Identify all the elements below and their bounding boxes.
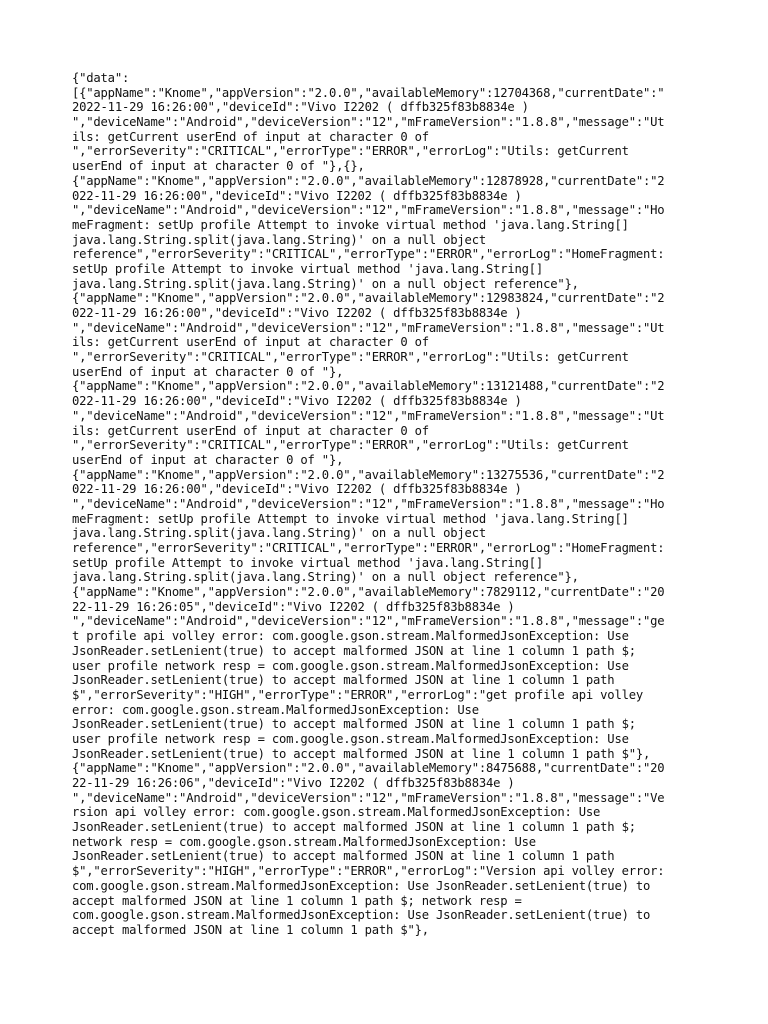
log-line: 22-11-29 16:26:06","deviceId":"Vivo I2202 ( dffb325f83b8834e )	[72, 776, 515, 790]
log-line: ils: getCurrent userEnd of input at character 0 of	[72, 423, 429, 438]
log-line: java.lang.String.split(java.lang.String)' on a null object reference"},	[72, 276, 579, 291]
log-line: ","deviceName":"Android","deviceVersion":"12","mFrameVersion":"1.8.8","message":"Ve	[72, 790, 665, 805]
log-line: ","deviceName":"Android","deviceVersion":"12","mFrameVersion":"1.8.8","message":"Ut	[72, 408, 665, 423]
log-line: java.lang.String.split(java.lang.String)' on a null object	[72, 232, 486, 247]
log-line: ","deviceName":"Android","deviceVersion":"12","mFrameVersion":"1.8.8","message":"Ho	[72, 496, 665, 511]
log-line: ","errorSeverity":"CRITICAL","errorType":"ERROR","errorLog":"Utils: getCurrent	[72, 350, 629, 365]
log-line: java.lang.String.split(java.lang.String)' on a null object	[72, 526, 486, 541]
log-line: {"appName":"Knome","appVersion":"2.0.0","availableMemory":8475688,"currentDate":"20	[72, 761, 665, 776]
log-line: {"appName":"Knome","appVersion":"2.0.0","availableMemory":13121488,"currentDate":"2	[72, 379, 665, 394]
log-line: $","errorSeverity":"HIGH","errorType":"ERROR","errorLog":"Version api volley error:	[72, 864, 665, 879]
log-line: ","errorSeverity":"CRITICAL","errorType":"ERROR","errorLog":"Utils: getCurrent	[72, 438, 629, 453]
log-line: accept malformed JSON at line 1 column 1 path $"},	[72, 922, 429, 937]
log-line: JsonReader.setLenient(true) to accept malformed JSON at line 1 column 1 path $;	[72, 717, 636, 732]
log-line: error: com.google.gson.stream.MalformedJsonException: Use	[72, 702, 479, 717]
log-line: ils: getCurrent userEnd of input at character 0 of	[72, 335, 429, 350]
log-line: {"appName":"Knome","appVersion":"2.0.0","availableMemory":12983824,"currentDate":"2	[72, 291, 665, 306]
log-line: {"appName":"Knome","appVersion":"2.0.0","availableMemory":7829112,"currentDate":"20	[72, 585, 665, 600]
log-line: meFragment: setUp profile Attempt to invoke virtual method 'java.lang.String[]	[72, 217, 629, 232]
log-line: java.lang.String.split(java.lang.String)' on a null object reference"},	[72, 570, 579, 585]
log-line: setUp profile Attempt to invoke virtual method 'java.lang.String[]	[72, 261, 544, 276]
log-line: ils: getCurrent userEnd of input at character 0 of	[72, 129, 429, 144]
log-line: ","deviceName":"Android","deviceVersion":"12","mFrameVersion":"1.8.8","message":"ge	[72, 614, 665, 629]
log-line: 022-11-29 16:26:00","deviceId":"Vivo I2202 ( dffb325f83b8834e )	[72, 394, 522, 409]
log-line: {"data":	[72, 71, 130, 85]
log-line: userEnd of input at character 0 of "},	[72, 364, 344, 379]
log-line: ","deviceName":"Android","deviceVersion":"12","mFrameVersion":"1.8.8","message":"Ut	[72, 320, 665, 335]
log-line: ","deviceName":"Android","deviceVersion":"12","mFrameVersion":"1.8.8","message":"Ho	[72, 203, 665, 218]
log-line: {"appName":"Knome","appVersion":"2.0.0","availableMemory":13275536,"currentDate":"2	[72, 467, 665, 482]
log-line: ","deviceName":"Android","deviceVersion":"12","mFrameVersion":"1.8.8","message":"Ut	[72, 115, 665, 130]
log-line: t profile api volley error: com.google.gson.stream.MalformedJsonException: Use	[72, 629, 629, 644]
log-line: network resp = com.google.gson.stream.MalformedJsonException: Use	[72, 834, 536, 849]
log-line: 022-11-29 16:26:00","deviceId":"Vivo I2202 ( dffb325f83b8834e )	[72, 482, 522, 497]
log-line: JsonReader.setLenient(true) to accept malformed JSON at line 1 column 1 path	[72, 673, 615, 688]
log-line: 2022-11-29 16:26:00","deviceId":"Vivo I2202 ( dffb325f83b8834e )	[72, 100, 529, 115]
log-line: meFragment: setUp profile Attempt to invoke virtual method 'java.lang.String[]	[72, 511, 629, 526]
log-line: accept malformed JSON at line 1 column 1 path $; network resp =	[72, 893, 522, 908]
log-line: JsonReader.setLenient(true) to accept malformed JSON at line 1 column 1 path $;	[72, 643, 636, 658]
log-line: user profile network resp = com.google.gson.stream.MalformedJsonException: Use	[72, 658, 629, 673]
log-line: ","errorSeverity":"CRITICAL","errorType":"ERROR","errorLog":"Utils: getCurrent	[72, 144, 629, 159]
log-line: com.google.gson.stream.MalformedJsonException: Use JsonReader.setLenient(true) to	[72, 908, 651, 923]
log-line: 022-11-29 16:26:00","deviceId":"Vivo I2202 ( dffb325f83b8834e )	[72, 188, 522, 203]
log-line: userEnd of input at character 0 of "},	[72, 452, 344, 467]
log-line: $","errorSeverity":"HIGH","errorType":"ERROR","errorLog":"get profile api volley	[72, 687, 643, 702]
log-line: user profile network resp = com.google.gson.stream.MalformedJsonException: Use	[72, 731, 629, 746]
log-line: com.google.gson.stream.MalformedJsonException: Use JsonReader.setLenient(true) to	[72, 878, 651, 893]
log-line: setUp profile Attempt to invoke virtual method 'java.lang.String[]	[72, 555, 544, 570]
log-line: 022-11-29 16:26:00","deviceId":"Vivo I2202 ( dffb325f83b8834e )	[72, 306, 522, 320]
log-line: userEnd of input at character 0 of "},{},	[72, 159, 365, 174]
log-line: JsonReader.setLenient(true) to accept malformed JSON at line 1 column 1 path	[72, 849, 615, 864]
log-line: rsion api volley error: com.google.gson.stream.MalformedJsonException: Use	[72, 805, 601, 820]
log-line: 22-11-29 16:26:05","deviceId":"Vivo I2202 ( dffb325f83b8834e )	[72, 599, 515, 614]
log-line: JsonReader.setLenient(true) to accept malformed JSON at line 1 column 1 path $;	[72, 820, 636, 835]
log-line: JsonReader.setLenient(true) to accept malformed JSON at line 1 column 1 path $"},	[72, 746, 651, 761]
log-line: {"appName":"Knome","appVersion":"2.0.0","availableMemory":12878928,"currentDate":"2	[72, 173, 665, 188]
log-line: reference","errorSeverity":"CRITICAL","errorType":"ERROR","errorLog":"HomeFragment:	[72, 247, 665, 262]
log-line: [{"appName":"Knome","appVersion":"2.0.0","availableMemory":12704368,"currentDate":"	[72, 85, 665, 100]
json-log-text	[72, 71, 712, 938]
log-line: reference","errorSeverity":"CRITICAL","errorType":"ERROR","errorLog":"HomeFragment:	[72, 541, 665, 555]
